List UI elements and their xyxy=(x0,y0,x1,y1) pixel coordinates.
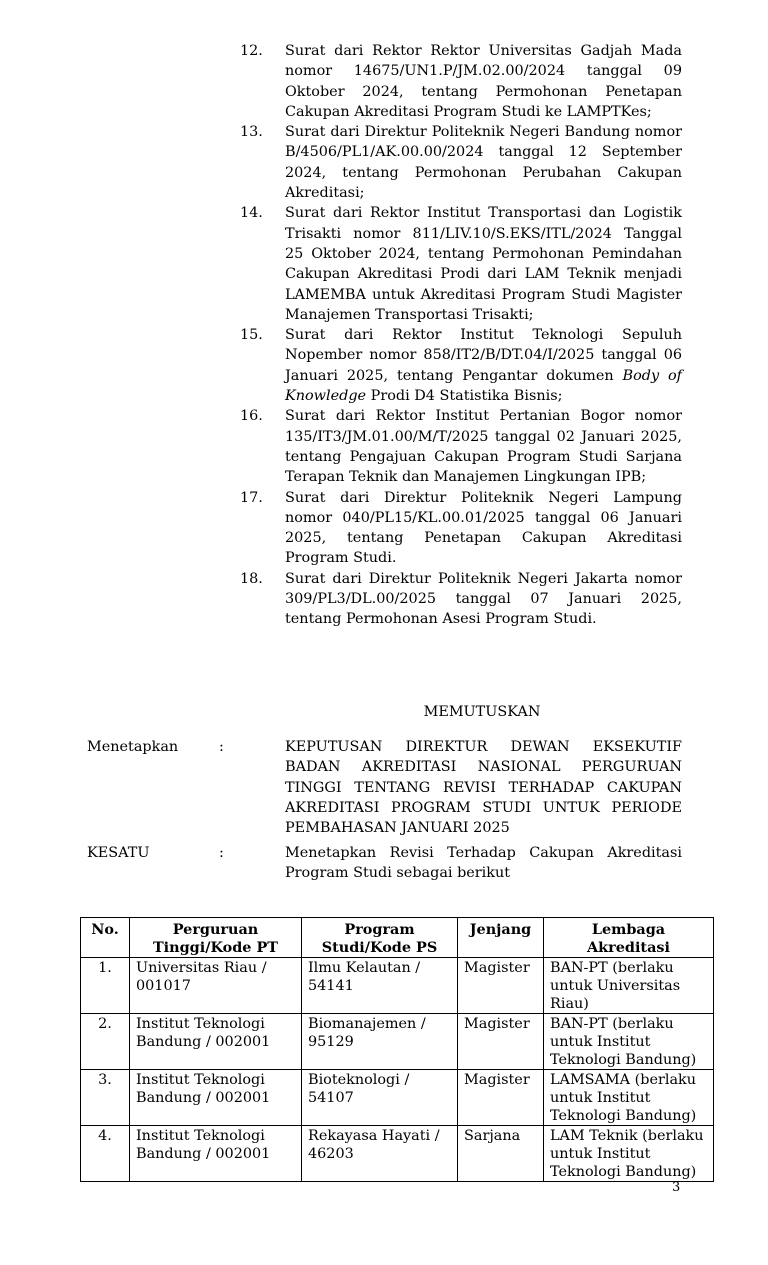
letter-item-17 xyxy=(240,488,682,569)
menetapkan-colon: : xyxy=(219,739,224,755)
cell-jenjang: Sarjana xyxy=(458,1126,544,1182)
kesatu-label: KESATU xyxy=(87,845,150,861)
letter-item-14 xyxy=(240,203,682,325)
cell-no: 4. xyxy=(81,1126,130,1182)
italic-term: Body of Knowledge xyxy=(285,367,682,405)
item-text: Surat dari Direktur Politeknik Negeri Jakarta nomor 309/PL3/DL.00/2025 tanggal 07 Januari 2025, tentang Permohonan Asesi Program Studi. xyxy=(285,570,682,628)
cell-program-studi: Bioteknologi / 54107 xyxy=(302,1070,458,1126)
considering-letters-list xyxy=(240,41,682,630)
item-text-part: Prodi D4 Statistika Bisnis; xyxy=(366,388,563,405)
letter-item-16 xyxy=(240,406,682,487)
table-row xyxy=(81,958,714,1014)
table-row xyxy=(81,1070,714,1126)
cell-program-studi: Ilmu Kelautan / 54141 xyxy=(302,958,458,1014)
item-text: Surat dari Rektor Institut Pertanian Bogor nomor 135/IT3/JM.01.00/M/T/2025 tanggal 02 Januari 2025, tentang Pengajuan Cakupan Program Studi Sarjana Terapan Teknik dan Manajemen Lingkungan IPB; xyxy=(285,408,682,486)
decision-heading: MEMUTUSKAN xyxy=(423,704,541,720)
cell-perguruan-tinggi: Universitas Riau / 001017 xyxy=(130,958,302,1014)
cell-lembaga-akreditasi: BAN-PT (berlaku untuk Institut Teknologi Bandung) xyxy=(544,1014,714,1070)
column-header-program-studi: Program Studi/Kode PS xyxy=(302,918,458,958)
cell-lembaga-akreditasi: LAM Teknik (berlaku untuk Institut Teknologi Bandung) xyxy=(544,1126,714,1182)
table-header-row xyxy=(81,918,714,958)
menetapkan-value: KEPUTUSAN DIREKTUR DEWAN EKSEKUTIF BADAN AKREDITASI NASIONAL PERGURUAN TINGGI TENTANG REVISI TERHADAP CAKUPAN AKREDITASI PROGRAM STUDI UNTUK PERIODE PEMBAHASAN JANUARI 2025 xyxy=(285,739,682,837)
item-number: 15. xyxy=(240,327,263,344)
item-number: 13. xyxy=(240,124,263,141)
cell-perguruan-tinggi: Institut Teknologi Bandung / 002001 xyxy=(130,1014,302,1070)
item-number: 14. xyxy=(240,205,263,222)
table-row xyxy=(81,1014,714,1070)
column-header-no: No. xyxy=(81,918,130,958)
item-text-part: Surat dari Rektor Institut Teknologi Sepuluh Nopember nomor 858/IT2/B/DT.04/I/2025 tanggal 06 Januari 2025, tentang Pengantar dokumen xyxy=(285,327,682,384)
item-text xyxy=(285,325,682,406)
letter-item-15 xyxy=(240,325,682,406)
letter-item-12 xyxy=(240,41,682,122)
cell-lembaga-akreditasi: BAN-PT (berlaku untuk Universitas Riau) xyxy=(544,958,714,1014)
cell-jenjang: Magister xyxy=(458,958,544,1014)
cell-no: 1. xyxy=(81,958,130,1014)
cell-lembaga-akreditasi: LAMSAMA (berlaku untuk Institut Teknologi Bandung) xyxy=(544,1070,714,1126)
item-text: Surat dari Rektor Rektor Universitas Gadjah Mada nomor 14675/UN1.P/JM.02.00/2024 tanggal 09 Oktober 2024, tentang Permohonan Penetapan Cakupan Akreditasi Program Studi ke LAMPTKes; xyxy=(285,43,682,120)
item-number: 16. xyxy=(240,408,263,425)
item-number: 12. xyxy=(240,43,263,59)
cell-program-studi: Rekayasa Hayati / 46203 xyxy=(302,1126,458,1182)
cell-jenjang: Magister xyxy=(458,1070,544,1126)
item-number: 17. xyxy=(240,489,263,506)
item-text: Surat dari Rektor Institut Transportasi dan Logistik Trisakti nomor 811/LIV.10/S.EKS/ITL/2024 Tanggal 25 Oktober 2024, tentang Permohonan Pemindahan Cakupan Akreditasi Prodi dari LAM Teknik menjadi LAMEMBA untuk Akreditasi Program Studi Magister Manajemen Transportasi Trisakti; xyxy=(285,205,682,323)
item-text: Surat dari Direktur Politeknik Negeri Bandung nomor B/4506/PL1/AK.00.00/2024 tanggal 12 September 2024, tentang Permohonan Perubahan Cakupan Akreditasi; xyxy=(285,124,682,202)
letter-item-13 xyxy=(240,122,682,203)
table-row xyxy=(81,1126,714,1182)
page-number: 3 xyxy=(672,1180,681,1195)
column-header-perguruan-tinggi: Perguruan Tinggi/Kode PT xyxy=(130,918,302,958)
item-number: 18. xyxy=(240,570,263,587)
column-header-jenjang: Jenjang xyxy=(458,918,544,958)
column-header-lembaga-akreditasi: Lembaga Akreditasi xyxy=(544,918,714,958)
cell-program-studi: Biomanajemen / 95129 xyxy=(302,1014,458,1070)
cell-perguruan-tinggi: Institut Teknologi Bandung / 002001 xyxy=(130,1070,302,1126)
accreditation-scope-table xyxy=(80,917,714,1182)
kesatu-colon: : xyxy=(219,845,224,861)
cell-jenjang: Magister xyxy=(458,1014,544,1070)
cell-no: 3. xyxy=(81,1070,130,1126)
kesatu-value: Menetapkan Revisi Terhadap Cakupan Akreditasi Program Studi sebagai berikut xyxy=(285,845,682,882)
cell-no: 2. xyxy=(81,1014,130,1070)
cell-perguruan-tinggi: Institut Teknologi Bandung / 002001 xyxy=(130,1126,302,1182)
item-text: Surat dari Direktur Politeknik Negeri Lampung nomor 040/PL15/KL.00.01/2025 tanggal 06 Januari 2025, tentang Penetapan Cakupan Akreditasi Program Studi. xyxy=(285,489,682,567)
letter-item-18 xyxy=(240,569,682,630)
menetapkan-label: Menetapkan xyxy=(87,739,179,755)
